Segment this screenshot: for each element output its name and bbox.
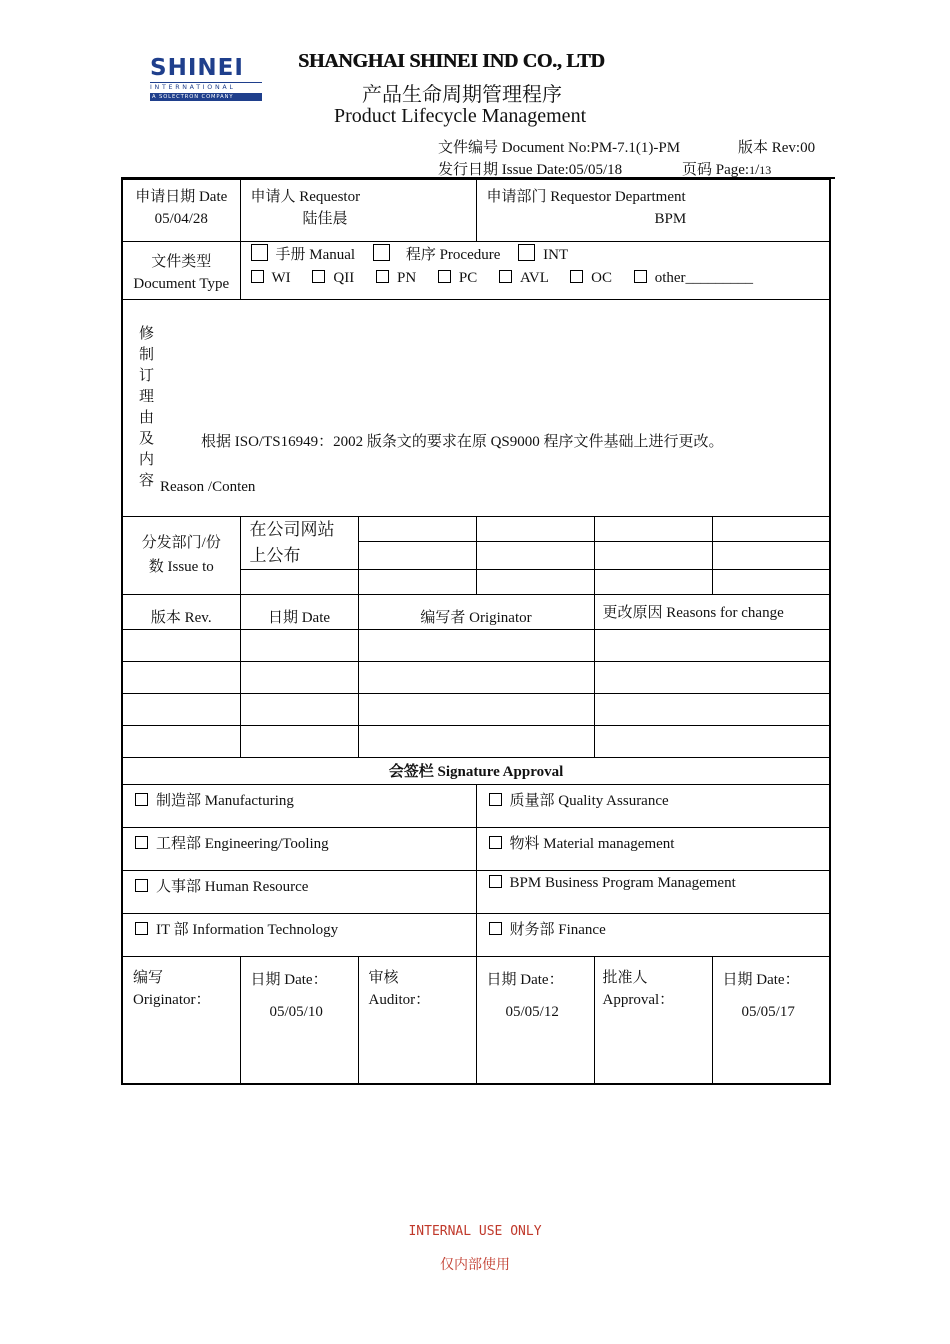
checkbox-qii[interactable]	[312, 270, 325, 283]
revision-cell[interactable]	[240, 725, 358, 757]
originator-label-cn: 编写	[133, 969, 164, 986]
sign-human-resource[interactable]: 人事部 Human Resource	[122, 870, 476, 913]
originator-date-label: 日期 Date：	[250, 971, 328, 988]
revision-header-date: 日期 Date	[240, 594, 358, 629]
revision-cell[interactable]	[358, 725, 594, 757]
auditor-cell	[358, 956, 476, 1084]
option-oc[interactable]: OC	[570, 270, 612, 286]
originator-date-value: 05/05/10	[269, 1003, 323, 1020]
approval-row	[122, 956, 830, 1084]
sign-bpm[interactable]: BPM Business Program Management	[476, 870, 830, 913]
sign-engineering[interactable]: 工程部 Engineering/Tooling	[122, 827, 476, 870]
document-type-row	[122, 241, 830, 299]
checkbox-finance[interactable]	[489, 922, 502, 935]
checkbox-engineering[interactable]	[135, 836, 148, 849]
approval-date-value: 05/05/17	[741, 1003, 795, 1020]
request-info-row	[122, 179, 830, 241]
document-type-options	[240, 241, 830, 299]
document-type-row2	[251, 267, 830, 290]
option-avl[interactable]: AVL	[499, 270, 548, 286]
checkbox-it[interactable]	[135, 922, 148, 935]
sign-finance[interactable]: 财务部 Finance	[476, 913, 830, 956]
auditor-label-cn: 审核	[368, 969, 399, 986]
issue-cell[interactable]	[712, 569, 830, 594]
issue-cell[interactable]	[594, 516, 712, 542]
checkbox-int[interactable]	[518, 244, 535, 261]
document-type-row1	[251, 244, 830, 267]
checkbox-bpm[interactable]	[489, 875, 502, 888]
revision-cell[interactable]	[594, 693, 830, 725]
issue-cell[interactable]	[594, 569, 712, 594]
revision-cell[interactable]	[594, 661, 830, 693]
issue-label-line2: 数 Issue to	[148, 559, 214, 575]
revision-header-row	[122, 594, 830, 629]
revision-number: 版本 Rev:00	[738, 140, 816, 156]
revision-cell[interactable]	[122, 725, 240, 757]
revision-row	[122, 661, 830, 693]
reason-cell	[122, 299, 830, 516]
originator-cell	[122, 956, 240, 1084]
revision-cell[interactable]	[594, 725, 830, 757]
option-manual[interactable]: 手册 Manual	[251, 247, 356, 263]
issue-date: 发行日期 Issue Date:05/05/18	[438, 162, 623, 178]
document-type-label-cn: 文件类型	[151, 253, 212, 270]
checkbox-procedure[interactable]	[373, 244, 390, 261]
requestor-department-cell	[476, 179, 830, 241]
signature-row	[122, 827, 830, 870]
originator-date-cell	[240, 956, 358, 1084]
option-int[interactable]: INT	[518, 247, 568, 263]
request-date-value: 05/04/28	[154, 211, 208, 227]
request-form	[121, 178, 831, 1085]
sign-manufacturing[interactable]: 制造部 Manufacturing	[122, 784, 476, 827]
issue-row-1	[122, 516, 830, 542]
signature-title: 会签栏 Signature Approval	[122, 757, 830, 784]
checkbox-other[interactable]	[634, 270, 647, 283]
checkbox-material[interactable]	[489, 836, 502, 849]
issue-cell[interactable]	[712, 516, 830, 542]
title-cn: 产品生命周期管理程序	[362, 82, 562, 106]
issue-cell[interactable]	[358, 516, 476, 542]
approval-cell	[594, 956, 712, 1084]
reason-text: 根据 ISO/TS16949：2002 版条文的要求在原 QS9000 程序文件基础上进行更改。	[201, 433, 724, 450]
checkbox-manufacturing[interactable]	[135, 793, 148, 806]
checkbox-wi[interactable]	[251, 270, 264, 283]
option-procedure[interactable]: 程序 Procedure	[373, 247, 501, 263]
document-type-label-cell	[122, 241, 240, 299]
sign-material[interactable]: 物料 Material management	[476, 827, 830, 870]
revision-cell[interactable]	[240, 629, 358, 661]
signature-row	[122, 784, 830, 827]
request-date-label: 申请日期 Date	[135, 189, 228, 205]
signature-title-row	[122, 757, 830, 784]
checkbox-quality-assurance[interactable]	[489, 793, 502, 806]
title-en: Product Lifecycle Management	[334, 105, 587, 127]
auditor-date-label: 日期 Date：	[486, 971, 564, 988]
requestor-cell	[240, 179, 476, 241]
issue-cell[interactable]	[476, 569, 594, 594]
approval-date-cell	[712, 956, 830, 1084]
revision-header-originator: 编写者 Originator	[358, 594, 594, 629]
checkbox-pc[interactable]	[438, 270, 451, 283]
revision-cell[interactable]	[122, 661, 240, 693]
page-label: 页码 Page:	[682, 162, 750, 178]
sign-it[interactable]: IT 部 Information Technology	[122, 913, 476, 956]
signature-row	[122, 870, 830, 913]
request-date-cell	[122, 179, 240, 241]
option-pn[interactable]: PN	[376, 270, 416, 286]
approval-label-en: Approval：	[602, 991, 675, 1008]
issue-cell[interactable]	[358, 542, 476, 569]
logo-band: A SOLECTRON COMPANY	[150, 93, 262, 101]
revision-cell[interactable]	[240, 661, 358, 693]
page-total: 13	[759, 163, 772, 177]
reason-label-en: Reason /Conten	[160, 478, 256, 495]
issue-cell[interactable]	[358, 569, 476, 594]
revision-row	[122, 693, 830, 725]
revision-cell[interactable]	[358, 629, 594, 661]
revision-row	[122, 725, 830, 757]
page-separator: /	[755, 162, 760, 178]
logo-subtitle: INTERNATIONAL	[150, 82, 262, 92]
requestor-value: 陆佳晨	[302, 211, 348, 227]
requestor-department-label: 申请部门 Requestor Department	[486, 189, 686, 205]
revision-cell[interactable]	[240, 693, 358, 725]
revision-cell[interactable]	[122, 629, 240, 661]
issue-cell[interactable]	[476, 542, 594, 569]
issue-cell[interactable]	[712, 542, 830, 569]
document-type-label-en: Document Type	[133, 275, 230, 292]
sign-quality-assurance[interactable]: 质量部 Quality Assurance	[476, 784, 830, 827]
signature-row	[122, 913, 830, 956]
issue-note-line1: 在公司网站	[249, 519, 335, 540]
option-wi[interactable]: WI	[251, 270, 291, 286]
footer-internal-use: INTERNAL USE ONLY	[408, 1224, 542, 1239]
document-number: 文件编号 Document No:PM-7.1(1)-PM	[438, 140, 681, 156]
auditor-date-value: 05/05/12	[505, 1003, 559, 1020]
revision-header-rev: 版本 Rev.	[122, 594, 240, 629]
auditor-label-en: Auditor：	[368, 991, 431, 1008]
revision-row	[122, 629, 830, 661]
revision-cell[interactable]	[358, 661, 594, 693]
reason-row	[122, 299, 830, 516]
requestor-label: 申请人 Requestor	[250, 189, 361, 205]
option-other[interactable]: other_________	[634, 270, 753, 286]
checkbox-avl[interactable]	[499, 270, 512, 283]
revision-cell[interactable]	[122, 693, 240, 725]
revision-header-reason: 更改原因 Reasons for change	[594, 594, 830, 629]
issue-cell[interactable]	[476, 516, 594, 542]
checkbox-manual[interactable]	[251, 244, 268, 261]
issue-note-cell	[240, 516, 358, 569]
issue-label-cell	[122, 516, 240, 594]
checkbox-pn[interactable]	[376, 270, 389, 283]
option-qii[interactable]: QII	[312, 270, 354, 286]
logo-word: SHINEI	[150, 55, 244, 81]
auditor-date-cell	[476, 956, 594, 1084]
issue-cell[interactable]	[594, 542, 712, 569]
issue-label-line1: 分发部门/份	[141, 535, 221, 551]
issue-cell[interactable]	[240, 569, 358, 594]
approval-label-cn: 批准人	[602, 969, 648, 986]
requestor-department-value: BPM	[654, 211, 687, 227]
revision-cell[interactable]	[594, 629, 830, 661]
option-pc[interactable]: PC	[438, 270, 477, 286]
page-indicator	[682, 158, 771, 179]
reason-label-vertical: 修 制 订 理 由 及 内 容	[139, 325, 155, 489]
company-logo	[150, 56, 262, 101]
originator-label-en: Originator：	[133, 991, 211, 1008]
checkbox-human-resource[interactable]	[135, 879, 148, 892]
issue-note-line2: 上公布	[249, 545, 301, 566]
revision-cell[interactable]	[358, 693, 594, 725]
company-name: SHANGHAI SHINEI IND CO., LTD	[298, 50, 605, 72]
approval-date-label: 日期 Date：	[722, 971, 800, 988]
page-number: 1	[749, 163, 756, 177]
checkbox-oc[interactable]	[570, 270, 583, 283]
footer-internal-use-cn: 仅内部使用	[440, 1257, 510, 1273]
